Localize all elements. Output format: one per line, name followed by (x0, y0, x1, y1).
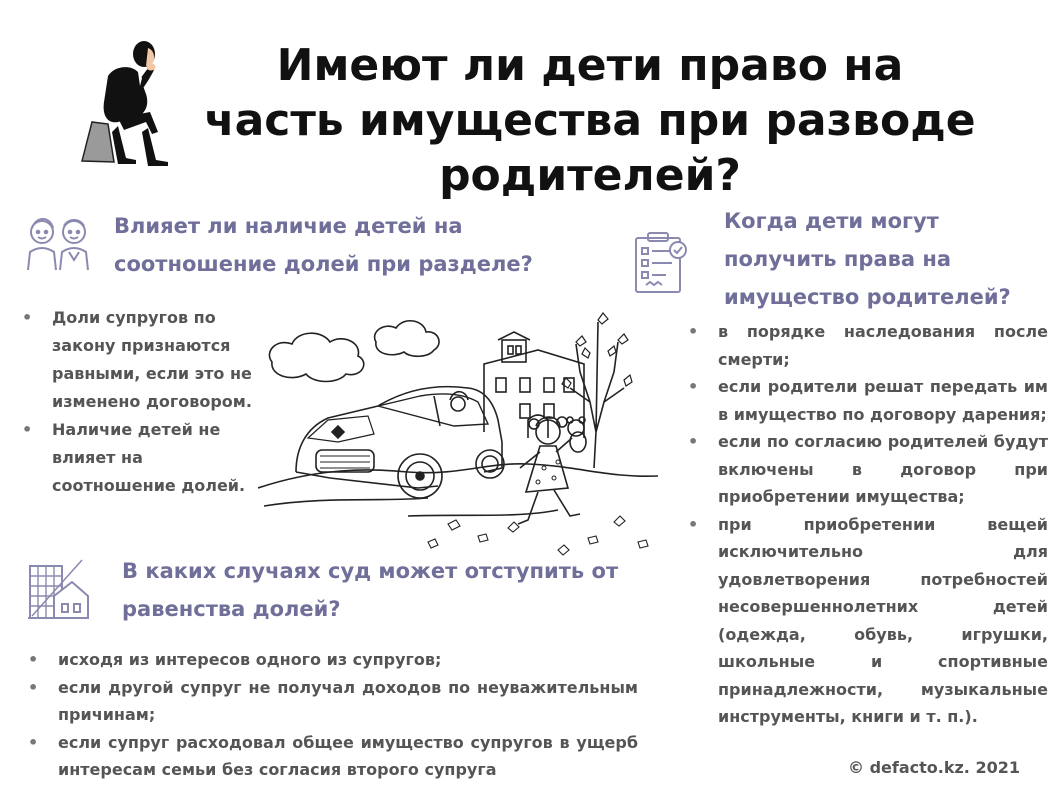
influence-list (22, 304, 262, 500)
section-title-rights: Когда дети могут получить права на имущество родителей? (724, 209, 1011, 309)
page-title: Имеют ли дети право на часть имущества при разводе родителей? (204, 40, 976, 201)
list-item: • Наличие детей не влияет на соотношение долей. (22, 416, 262, 500)
rights-list (688, 318, 1048, 731)
children-icon (22, 212, 94, 274)
list-item: • исходя из интересов одного из супругов; (28, 646, 638, 674)
list-item: • если другой супруг не получал доходов по неуважительным причинам; (28, 674, 638, 729)
list-item: • при приобретении вещей исключительно для удовлетворения потребностей несовершеннолетних детей (одежда, обувь, игрушки, школьные и спортивные принадлежности, музыкальные инструменты, книги и т. п.). (688, 511, 1048, 731)
list-item: • Доли супругов по закону признаются равными, если это не изменено договором. (22, 304, 262, 416)
list-item: • если родители решат передать им в имущество по договору дарения; (688, 373, 1048, 428)
list-item: • в порядке наследования после смерти; (688, 318, 1048, 373)
list-item: • если супруг расходовал общее имущество супругов в ущерб интересам семьи без согласия второго супруга (28, 729, 638, 784)
property-buildings-icon (24, 556, 90, 622)
court-list (28, 646, 638, 784)
list-item: • если по согласию родителей будут включены в договор при приобретении имущества; (688, 428, 1048, 511)
thinker-illustration (78, 36, 178, 171)
copyright: © defacto.kz. 2021 (848, 758, 1020, 777)
section-title-court: В каких случаях суд может отступить от равенства долей? (122, 559, 619, 621)
document-checklist-icon (632, 230, 690, 296)
section-title-influence: Влияет ли наличие детей на соотношение долей при разделе? (114, 214, 533, 276)
family-illustration (258, 292, 658, 560)
